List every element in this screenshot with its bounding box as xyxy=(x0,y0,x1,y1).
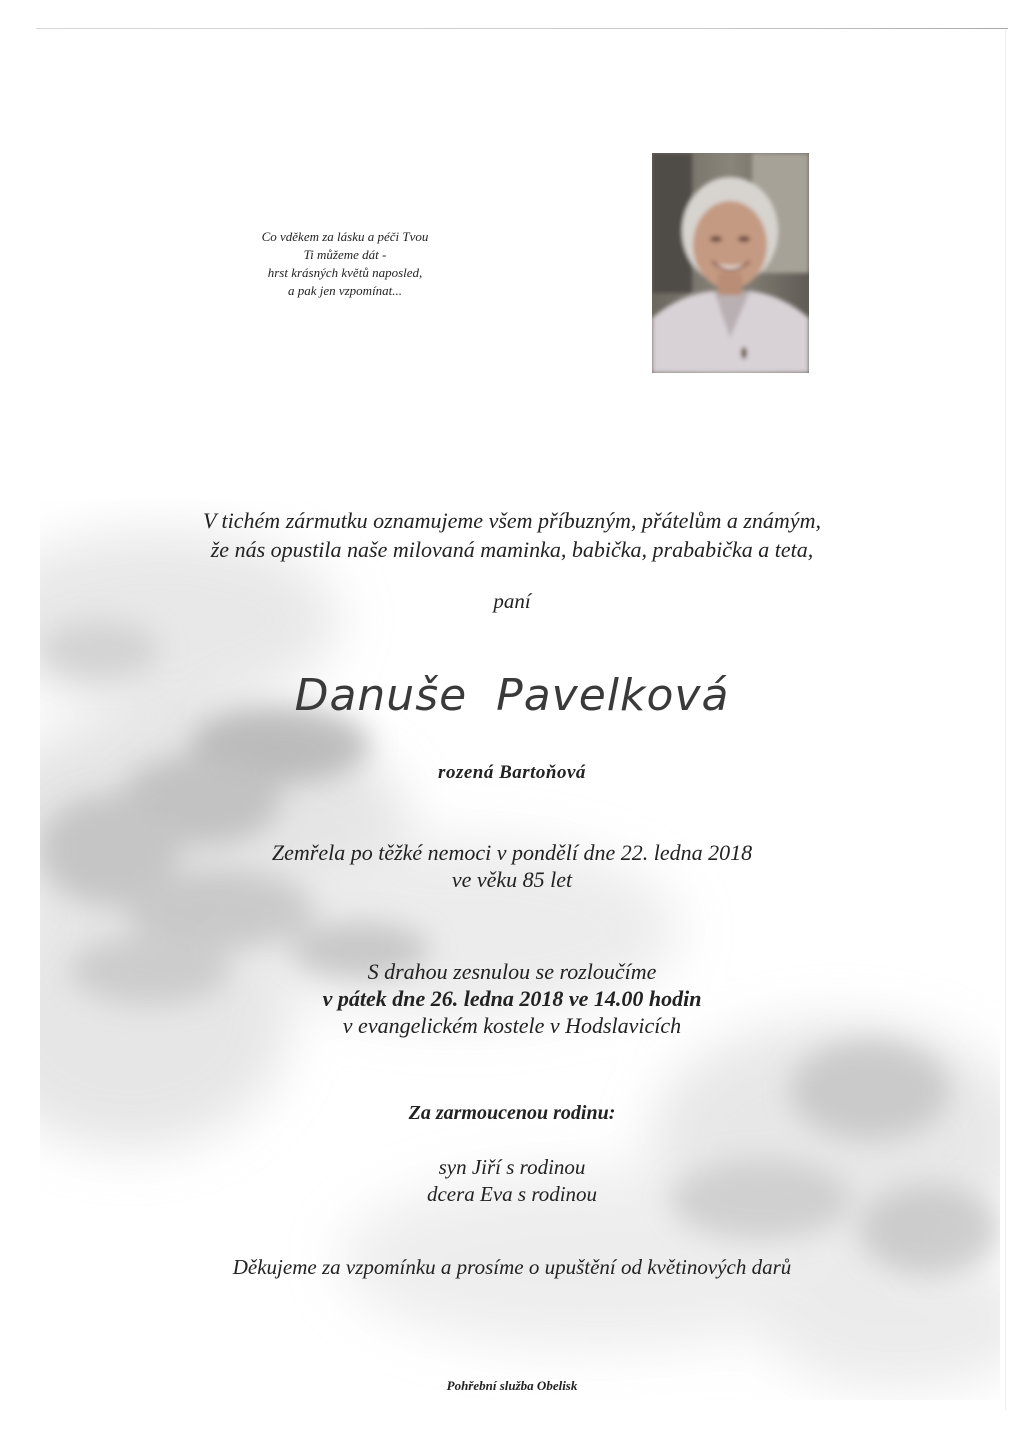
funeral-service-name: Pohřební služba Obelisk xyxy=(446,1378,578,1393)
memorial-poem xyxy=(190,228,500,300)
poem-line: hrst krásných květů naposled, xyxy=(267,265,423,280)
funeral-location: v evangelickém kostele v Hodslavicích xyxy=(342,1013,682,1038)
funeral-date-time: v pátek dne 26. ledna 2018 ve 14.00 hodin xyxy=(322,986,702,1011)
title-word: paní xyxy=(493,589,531,613)
family-heading: Za zarmoucenou rodinu: xyxy=(408,1102,616,1124)
death-notice xyxy=(0,839,1024,893)
announcement-line: že nás opustila naše milovaná maminka, babička, prababička a teta, xyxy=(210,537,814,562)
portrait-image xyxy=(652,153,809,373)
poem-line: Co vděkem za lásku a péči Tvou xyxy=(261,229,429,244)
announcement-text xyxy=(0,506,1024,564)
birth-name: rozená Bartoňová xyxy=(438,762,586,783)
family-members xyxy=(0,1154,1024,1208)
portrait-photo xyxy=(652,153,809,373)
poem-line: Ti můžeme dát - xyxy=(303,247,387,262)
family-member: syn Jiří s rodinou xyxy=(438,1155,586,1179)
death-line: ve věku 85 let xyxy=(451,867,573,892)
announcement-line: V tichém zármutku oznamujeme všem příbuzným, přátelům a známým, xyxy=(203,508,821,533)
death-line: Zemřela po těžké nemoci v pondělí dne 22. ledna 2018 xyxy=(271,840,753,865)
family-member: dcera Eva s rodinou xyxy=(426,1182,598,1206)
deceased-name: Danuše Pavelková xyxy=(294,670,730,721)
thanks-note: Děkujeme za vzpomínku a prosíme o upuštění od květinových darů xyxy=(232,1255,792,1279)
poem-line: a pak jen vzpomínat... xyxy=(287,283,403,298)
funeral-line-intro: S drahou zesnulou se rozloučíme xyxy=(367,959,657,984)
scan-edge-line xyxy=(36,28,1008,29)
funeral-details xyxy=(0,958,1024,1039)
